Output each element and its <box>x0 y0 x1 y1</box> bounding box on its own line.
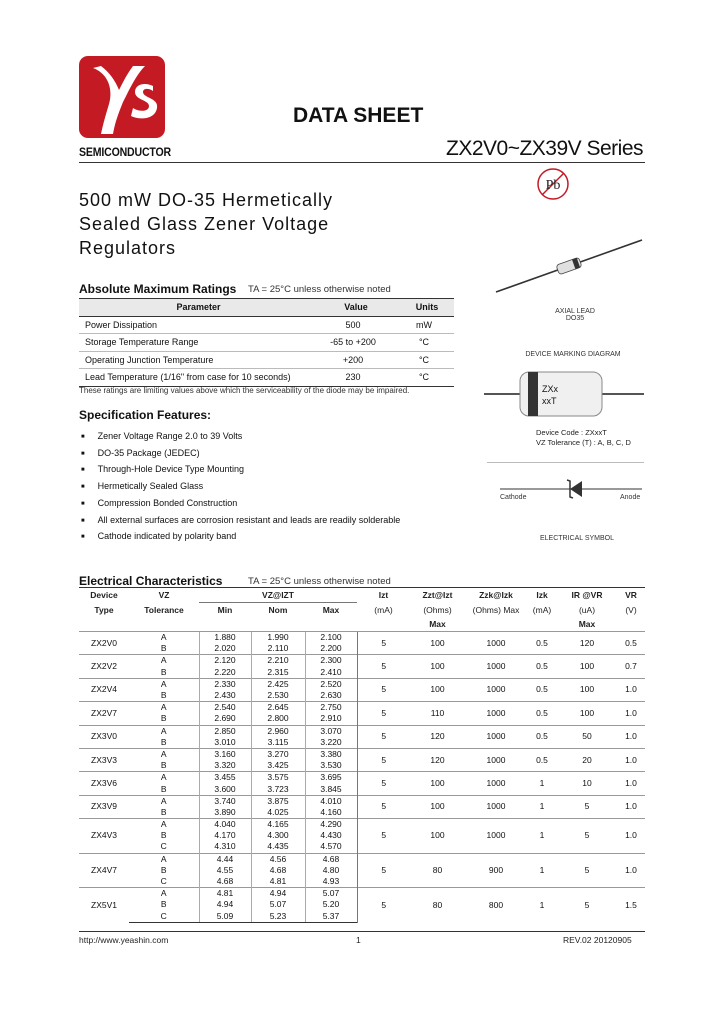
col-header-izk: Izk <box>527 588 557 603</box>
tolerance-cell: B <box>160 643 167 654</box>
izk-cell: 1 <box>527 772 557 795</box>
vz-max-cell: 4.570 <box>305 841 357 853</box>
col-header-zzk: Zzk@Izk <box>465 588 527 603</box>
tolerance-cell: A <box>129 678 199 690</box>
tolerance-cell: A <box>129 702 199 714</box>
zzt-cell: 120 <box>410 748 465 771</box>
marking-line1: ZXx <box>542 384 559 394</box>
zzk-cell: 900 <box>465 853 527 888</box>
vz-min-cell: 4.44 <box>199 853 251 865</box>
ir-cell: 100 <box>557 702 617 725</box>
tolerance-cell: C <box>160 841 167 852</box>
izk-cell: 0.5 <box>527 632 557 655</box>
col-header-vr-unit: (V) <box>625 604 637 615</box>
zzk-cell: 800 <box>465 888 527 923</box>
symbol-label: ELECTRICAL SYMBOL <box>539 535 615 542</box>
zzk-cell: 1000 <box>465 819 527 854</box>
vz-nom-cell: 2.530 <box>251 690 305 702</box>
vz-min-cell: 1.880 <box>199 632 251 644</box>
tolerance-cell: B <box>160 899 167 910</box>
vz-nom-cell: 2.960 <box>251 725 305 737</box>
title-line: 500 mW DO-35 Hermetically <box>79 190 334 210</box>
vz-max-cell: 3.220 <box>305 737 357 749</box>
vz-min-cell: 3.740 <box>199 795 251 807</box>
elec-table-body <box>79 632 645 923</box>
vz-min-cell: 4.81 <box>199 888 251 900</box>
footer-url[interactable]: http://www.yeashin.com <box>79 935 169 945</box>
vz-max-cell: 4.010 <box>305 795 357 807</box>
unit-cell: °C <box>418 337 430 348</box>
vr-cell: 1.0 <box>617 702 645 725</box>
vz-nom-cell: 1.990 <box>251 632 305 644</box>
vz-min-cell: 3.600 <box>199 783 251 795</box>
tolerance-cell: B <box>160 713 167 724</box>
value-cell: 500 <box>345 319 361 330</box>
col-header-zzk-unit: (Ohms) Max <box>472 604 520 615</box>
vz-max-cell: 5.07 <box>305 888 357 900</box>
list-item: ■ Through-Hole Device Type Mounting <box>81 462 400 479</box>
device-type-cell: ZX3V0 <box>79 725 129 748</box>
table-row <box>79 678 645 690</box>
ir-cell: 5 <box>557 795 617 818</box>
izt-cell: 5 <box>357 853 410 888</box>
header-divider <box>79 162 645 163</box>
table-row <box>79 819 645 831</box>
unit-cell: °C <box>418 372 430 383</box>
device-type-cell: ZX2V0 <box>79 632 129 655</box>
vz-max-cell: 2.750 <box>305 702 357 714</box>
vz-max-cell: 3.530 <box>305 760 357 772</box>
col-header-vr: VR <box>617 588 645 603</box>
vz-nom-cell: 3.723 <box>251 783 305 795</box>
table-header-row <box>79 299 454 317</box>
tolerance-cell: A <box>129 819 199 831</box>
abs-max-note: TA = 25°C unless otherwise noted <box>248 284 391 295</box>
table-row <box>79 772 645 784</box>
vz-max-cell: 3.070 <box>305 725 357 737</box>
zzk-cell: 1000 <box>465 772 527 795</box>
tolerance-cell: B <box>160 666 167 677</box>
vz-nom-cell: 5.07 <box>251 899 305 910</box>
table-row <box>79 334 454 352</box>
vz-max-cell: 2.200 <box>305 643 357 655</box>
vz-min-cell: 4.170 <box>199 830 251 841</box>
vz-max-cell: 4.80 <box>305 865 357 876</box>
izt-cell: 5 <box>357 795 410 818</box>
vz-min-cell: 3.320 <box>199 760 251 772</box>
vz-nom-cell: 3.115 <box>251 737 305 749</box>
param-cell: Operating Junction Temperature <box>85 354 214 365</box>
vz-max-cell: 5.37 <box>305 911 357 923</box>
izt-cell: 5 <box>357 888 410 923</box>
ir-cell: 100 <box>557 678 617 701</box>
vz-min-cell: 4.94 <box>199 899 251 910</box>
elec-heading: Electrical Characteristics <box>79 574 223 588</box>
table-header-row <box>79 617 645 632</box>
izt-cell: 5 <box>357 725 410 748</box>
tolerance-cell: B <box>160 864 167 875</box>
vz-nom-cell: 3.425 <box>251 760 305 772</box>
vz-max-cell: 4.68 <box>305 853 357 865</box>
tolerance-cell: B <box>160 806 167 817</box>
table-row <box>79 655 645 667</box>
device-type-cell: ZX4V7 <box>79 853 129 888</box>
col-header-ir-max: Max <box>578 619 596 629</box>
vz-max-cell: 2.100 <box>305 632 357 644</box>
col-header-min: Min <box>199 603 251 618</box>
tolerance-cell: B <box>160 760 167 771</box>
device-type-cell: ZX4V3 <box>79 819 129 854</box>
izk-cell: 1 <box>527 795 557 818</box>
vr-cell: 0.7 <box>617 655 645 678</box>
col-header-nom: Nom <box>251 603 305 618</box>
izt-cell: 5 <box>357 819 410 854</box>
param-cell: Storage Temperature Range <box>85 337 199 348</box>
vz-max-cell: 3.695 <box>305 772 357 784</box>
zzk-cell: 1000 <box>465 725 527 748</box>
param-cell: Lead Temperature (1/16" from case for 10 seconds) <box>85 372 291 383</box>
device-marking-diagram <box>484 362 644 426</box>
device-type-cell: ZX2V7 <box>79 702 129 725</box>
unit-cell: mW <box>416 319 432 330</box>
zzt-cell: 110 <box>410 702 465 725</box>
izk-cell: 0.5 <box>527 655 557 678</box>
vz-nom-cell: 3.875 <box>251 795 305 807</box>
ir-cell: 10 <box>557 772 617 795</box>
vz-min-cell: 3.160 <box>199 748 251 760</box>
tolerance-cell: B <box>160 736 167 747</box>
col-header-tol: Tolerance <box>144 604 184 615</box>
zzk-cell: 1000 <box>465 748 527 771</box>
vz-min-cell: 3.455 <box>199 772 251 784</box>
tolerance-cell: A <box>129 888 199 900</box>
unit-cell: °C <box>418 354 430 365</box>
vr-cell: 1.5 <box>617 888 645 923</box>
vz-min-cell: 2.330 <box>199 678 251 690</box>
vz-min-cell: 2.430 <box>199 690 251 702</box>
zzt-cell: 100 <box>410 795 465 818</box>
anode-label: Anode <box>620 494 641 501</box>
vr-cell: 1.0 <box>617 748 645 771</box>
izk-cell: 0.5 <box>527 702 557 725</box>
izk-cell: 0.5 <box>527 748 557 771</box>
device-type-cell: ZX2V2 <box>79 655 129 678</box>
col-header-izk-unit: (mA) <box>532 604 552 615</box>
col-header-zzt-unit: (Ohms) <box>423 604 452 615</box>
vz-min-cell: 4.68 <box>199 876 251 888</box>
vz-nom-cell: 2.645 <box>251 702 305 714</box>
ir-cell: 100 <box>557 655 617 678</box>
series-name: ZX2V0~ZX39V Series <box>446 137 644 160</box>
document-type: DATA SHEET <box>293 104 424 127</box>
vz-nom-cell: 4.68 <box>251 865 305 876</box>
vz-nom-cell: 4.94 <box>251 888 305 900</box>
pb-free-icon <box>536 167 570 201</box>
zzt-cell: 80 <box>410 853 465 888</box>
tolerance-cell: A <box>129 748 199 760</box>
izt-cell: 5 <box>357 632 410 655</box>
vz-min-cell: 2.020 <box>199 643 251 655</box>
table-row <box>79 853 645 865</box>
vz-min-cell: 4.310 <box>199 841 251 853</box>
vz-max-cell: 2.910 <box>305 713 357 725</box>
table-row <box>79 369 454 387</box>
vz-min-cell: 2.540 <box>199 702 251 714</box>
axial-label-line: AXIAL LEAD <box>555 308 595 315</box>
vz-nom-cell: 3.270 <box>251 748 305 760</box>
col-header-zzt: Zzt@Izt <box>410 588 465 603</box>
tolerance-cell: B <box>160 783 167 794</box>
vz-nom-cell: 2.110 <box>251 643 305 655</box>
vr-cell: 1.0 <box>617 772 645 795</box>
vz-nom-cell: 4.300 <box>251 830 305 841</box>
vr-cell: 1.0 <box>617 819 645 854</box>
table-row <box>79 316 454 334</box>
footer-divider <box>79 931 645 932</box>
device-type-cell: ZX3V3 <box>79 748 129 771</box>
col-header: Units <box>394 299 454 317</box>
vz-nom-cell: 4.81 <box>251 876 305 888</box>
list-item: ■ Zener Voltage Range 2.0 to 39 Volts <box>81 429 400 446</box>
table-row <box>79 632 645 644</box>
list-item: ■ DO-35 Package (JEDEC) <box>81 446 400 463</box>
vr-cell: 1.0 <box>617 678 645 701</box>
col-header-ir-unit: (uA) <box>578 604 596 615</box>
vz-min-cell: 2.850 <box>199 725 251 737</box>
ir-cell: 5 <box>557 888 617 923</box>
vz-max-cell: 3.380 <box>305 748 357 760</box>
device-type-cell: ZX3V6 <box>79 772 129 795</box>
tolerance-cell: C <box>160 876 167 887</box>
zzt-cell: 100 <box>410 819 465 854</box>
col-header-vzizt: VZ@IZT <box>199 588 357 603</box>
vz-nom-cell: 2.315 <box>251 667 305 679</box>
col-header-type: Type <box>94 604 114 615</box>
tolerance-cell: A <box>129 655 199 667</box>
list-item: ■ Compression Bonded Construction <box>81 496 400 513</box>
device-type-cell: ZX5V1 <box>79 888 129 923</box>
col-header-device: Device <box>79 588 129 603</box>
cathode-label: Cathode <box>500 494 527 501</box>
product-title <box>79 188 399 260</box>
marking-line2: xxT <box>542 396 557 406</box>
tolerance-cell: B <box>160 690 167 701</box>
elec-note: TA = 25°C unless otherwise noted <box>248 576 391 587</box>
zzk-cell: 1000 <box>465 678 527 701</box>
vz-min-cell: 3.010 <box>199 737 251 749</box>
table-row <box>79 888 645 900</box>
vz-max-cell: 4.93 <box>305 876 357 888</box>
izk-cell: 0.5 <box>527 678 557 701</box>
vz-nom-cell: 2.210 <box>251 655 305 667</box>
tolerance-cell: A <box>129 725 199 737</box>
page-number: 1 <box>356 935 361 945</box>
izt-cell: 5 <box>357 748 410 771</box>
izk-cell: 0.5 <box>527 725 557 748</box>
ir-cell: 20 <box>557 748 617 771</box>
vz-nom-cell: 2.425 <box>251 678 305 690</box>
axial-label-line: DO35 <box>565 315 585 322</box>
vz-max-cell: 4.290 <box>305 819 357 831</box>
zzk-cell: 1000 <box>465 702 527 725</box>
vz-max-cell: 4.160 <box>305 807 357 819</box>
symbol-divider <box>487 462 644 463</box>
marking-diagram-title: DEVICE MARKING DIAGRAM <box>525 351 621 358</box>
vz-min-cell: 2.220 <box>199 667 251 679</box>
spec-list <box>81 429 400 546</box>
vr-cell: 1.0 <box>617 725 645 748</box>
tolerance-cell: C <box>129 911 199 923</box>
col-header: Value <box>312 299 394 317</box>
vz-tolerance-text: VZ Tolerance (T) : A, B, C, D <box>536 438 631 447</box>
table-row <box>79 795 645 807</box>
table-header-row <box>79 603 645 618</box>
tolerance-cell: A <box>129 772 199 784</box>
list-item: ■ Hermetically Sealed Glass <box>81 479 400 496</box>
vz-max-cell: 2.410 <box>305 667 357 679</box>
vz-max-cell: 2.520 <box>305 678 357 690</box>
zzk-cell: 1000 <box>465 655 527 678</box>
vz-max-cell: 2.300 <box>305 655 357 667</box>
device-type-cell: ZX2V4 <box>79 678 129 701</box>
company-logo <box>79 56 165 138</box>
izt-cell: 5 <box>357 772 410 795</box>
col-header-izt-unit: (mA) <box>374 604 393 615</box>
tolerance-cell: A <box>129 795 199 807</box>
value-cell: +200 <box>342 354 364 365</box>
vr-cell: 1.0 <box>617 795 645 818</box>
vz-max-cell: 4.430 <box>305 830 357 841</box>
company-name: SEMICONDUCTOR <box>79 145 171 159</box>
zzt-cell: 100 <box>410 632 465 655</box>
zzt-cell: 120 <box>410 725 465 748</box>
izk-cell: 1 <box>527 853 557 888</box>
vz-max-cell: 2.630 <box>305 690 357 702</box>
table-row <box>79 725 645 737</box>
revision: REV.02 20120905 <box>563 935 632 945</box>
abs-max-footnote: These ratings are limiting values above which the serviceability of the diode may be impaired. <box>79 386 410 395</box>
vr-cell: 0.5 <box>617 632 645 655</box>
vz-max-cell: 3.845 <box>305 783 357 795</box>
zzt-cell: 80 <box>410 888 465 923</box>
izt-cell: 5 <box>357 702 410 725</box>
value-cell: -65 to +200 <box>330 337 376 348</box>
vz-max-cell: 5.20 <box>305 899 357 910</box>
axial-diode-figure <box>494 236 644 296</box>
col-header-vz: VZ <box>129 588 199 603</box>
vz-min-cell: 4.040 <box>199 819 251 831</box>
title-line: Sealed Glass Zener Voltage <box>79 214 330 234</box>
tolerance-cell: A <box>129 853 199 865</box>
col-header: Parameter <box>79 299 312 317</box>
device-type-cell: ZX3V9 <box>79 795 129 818</box>
zzk-cell: 1000 <box>465 632 527 655</box>
pb-label: Pb <box>545 178 561 193</box>
vz-min-cell: 3.890 <box>199 807 251 819</box>
vz-nom-cell: 4.025 <box>251 807 305 819</box>
table-row <box>79 702 645 714</box>
col-header-izt: Izt <box>357 588 410 603</box>
zzt-cell: 100 <box>410 655 465 678</box>
col-header-ir: IR @VR <box>557 588 617 603</box>
vz-nom-cell: 3.575 <box>251 772 305 784</box>
vz-min-cell: 2.120 <box>199 655 251 667</box>
tolerance-cell: B <box>160 830 167 841</box>
value-cell: 230 <box>345 372 361 383</box>
vz-nom-cell: 4.165 <box>251 819 305 831</box>
ir-cell: 120 <box>557 632 617 655</box>
logo-mark-icon <box>79 56 165 138</box>
param-cell: Power Dissipation <box>85 319 158 330</box>
spec-heading: Specification Features: <box>79 408 212 422</box>
list-item: ■ All external surfaces are corrosion resistant and leads are readily solderable <box>81 513 400 530</box>
axial-label <box>530 308 620 322</box>
electrical-characteristics-table <box>79 587 645 923</box>
list-item: ■ Cathode indicated by polarity band <box>81 529 400 546</box>
table-row <box>79 351 454 369</box>
izt-cell: 5 <box>357 678 410 701</box>
izt-cell: 5 <box>357 655 410 678</box>
ir-cell: 50 <box>557 725 617 748</box>
vz-nom-cell: 4.56 <box>251 853 305 865</box>
col-header-zzt-max: Max <box>429 619 446 629</box>
zzk-cell: 1000 <box>465 795 527 818</box>
col-header-max: Max <box>305 603 357 618</box>
device-code-text: Device Code : ZXxxT <box>536 428 607 437</box>
izk-cell: 1 <box>527 819 557 854</box>
table-row <box>79 748 645 760</box>
device-code-legend <box>536 428 631 448</box>
izk-cell: 1 <box>527 888 557 923</box>
table-header-row <box>79 588 645 603</box>
vz-min-cell: 2.690 <box>199 713 251 725</box>
vz-nom-cell: 4.435 <box>251 841 305 853</box>
vr-cell: 1.0 <box>617 853 645 888</box>
vz-min-cell: 4.55 <box>199 865 251 876</box>
abs-max-heading: Absolute Maximum Ratings <box>79 282 237 296</box>
zzt-cell: 100 <box>410 772 465 795</box>
vz-nom-cell: 2.800 <box>251 713 305 725</box>
tolerance-cell: A <box>129 632 199 644</box>
zzt-cell: 100 <box>410 678 465 701</box>
ir-cell: 5 <box>557 853 617 888</box>
abs-max-table <box>79 298 454 387</box>
vz-nom-cell: 5.23 <box>251 911 305 923</box>
title-line: Regulators <box>79 238 177 258</box>
vz-min-cell: 5.09 <box>199 911 251 923</box>
ir-cell: 5 <box>557 819 617 854</box>
